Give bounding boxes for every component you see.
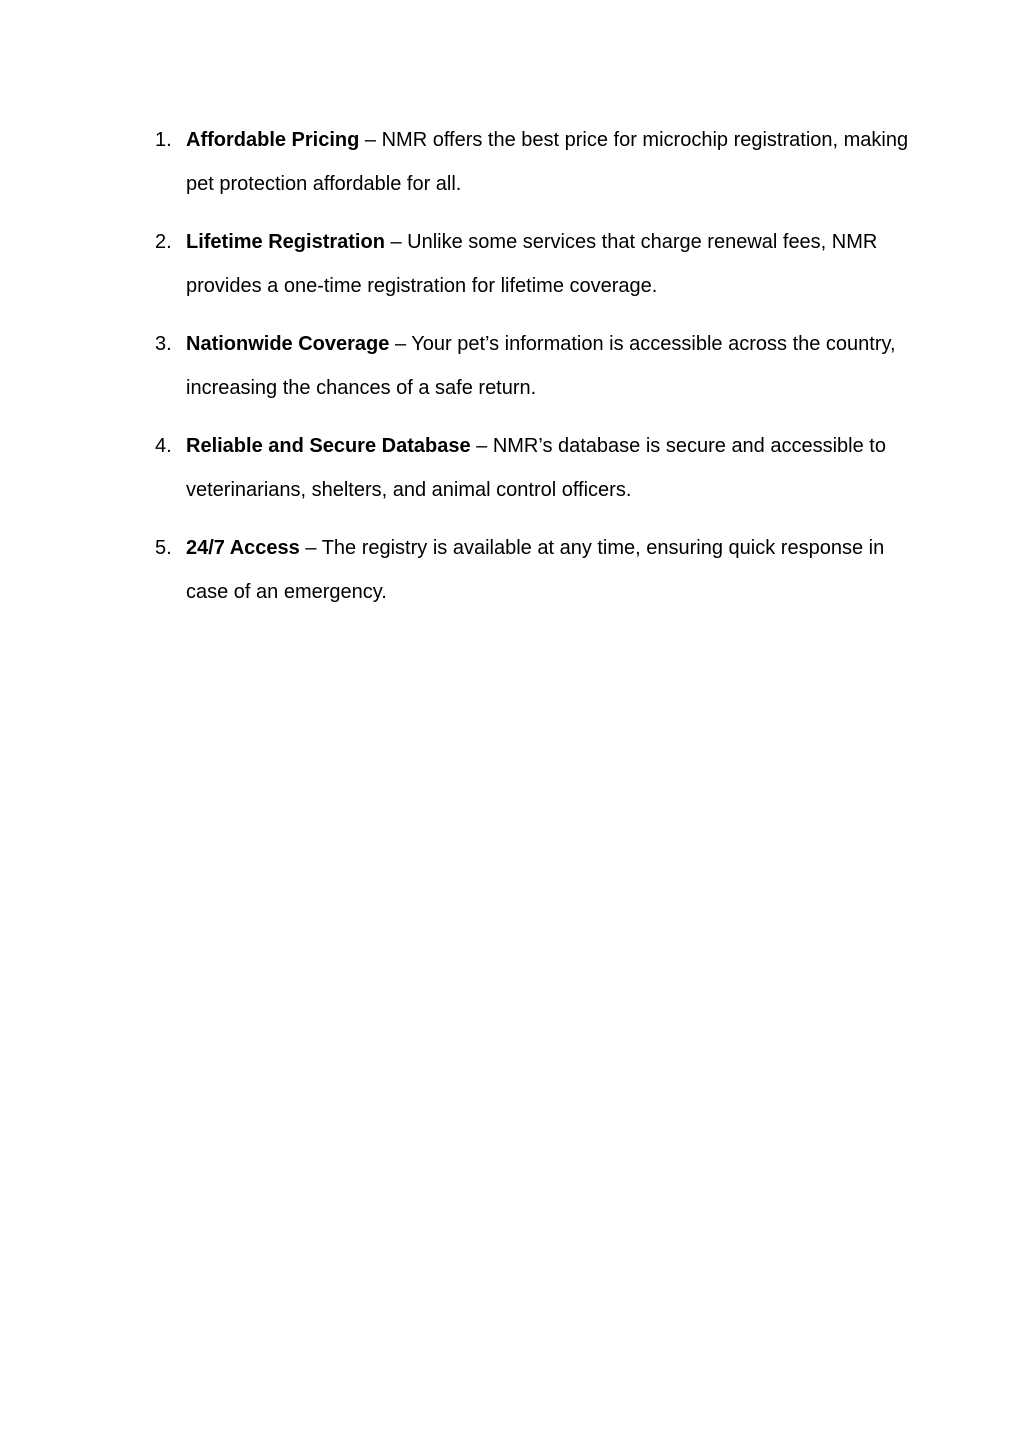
list-item-title: Affordable Pricing xyxy=(186,129,360,151)
list-item-body xyxy=(186,118,915,206)
list-item-number: 2. xyxy=(155,231,172,253)
list-item-number: 5. xyxy=(155,537,172,559)
list-item-text: – The registry is available at any time, ensuring quick response in case of an emergency. xyxy=(186,537,885,603)
list-item-title: 24/7 Access xyxy=(186,537,300,559)
list-item-text: – NMR’s database is secure and accessible to veterinarians, shelters, and animal control officers. xyxy=(186,435,886,501)
list-item xyxy=(155,424,915,512)
list-item-text: – NMR offers the best price for microchip registration, making pet protection affordable for all. xyxy=(186,129,909,195)
list-item-body xyxy=(186,424,915,512)
list-item-body xyxy=(186,526,915,614)
list-item xyxy=(155,526,915,614)
benefits-list xyxy=(155,118,915,628)
list-item-number: 3. xyxy=(155,333,172,355)
list-item-text: – Your pet’s information is accessible across the country, increasing the chances of a safe return. xyxy=(186,333,896,399)
list-item-title: Nationwide Coverage xyxy=(186,333,390,355)
list-item xyxy=(155,220,915,308)
list-item-title: Reliable and Secure Database xyxy=(186,435,471,457)
list-item-number: 4. xyxy=(155,435,172,457)
list-item xyxy=(155,322,915,410)
list-item-title: Lifetime Registration xyxy=(186,231,385,253)
list-item-body xyxy=(186,220,915,308)
list-item xyxy=(155,118,915,206)
list-item-body xyxy=(186,322,915,410)
list-item-number: 1. xyxy=(155,129,172,151)
list-item-text: – Unlike some services that charge renewal fees, NMR provides a one-time registration for lifetime coverage. xyxy=(186,231,878,297)
